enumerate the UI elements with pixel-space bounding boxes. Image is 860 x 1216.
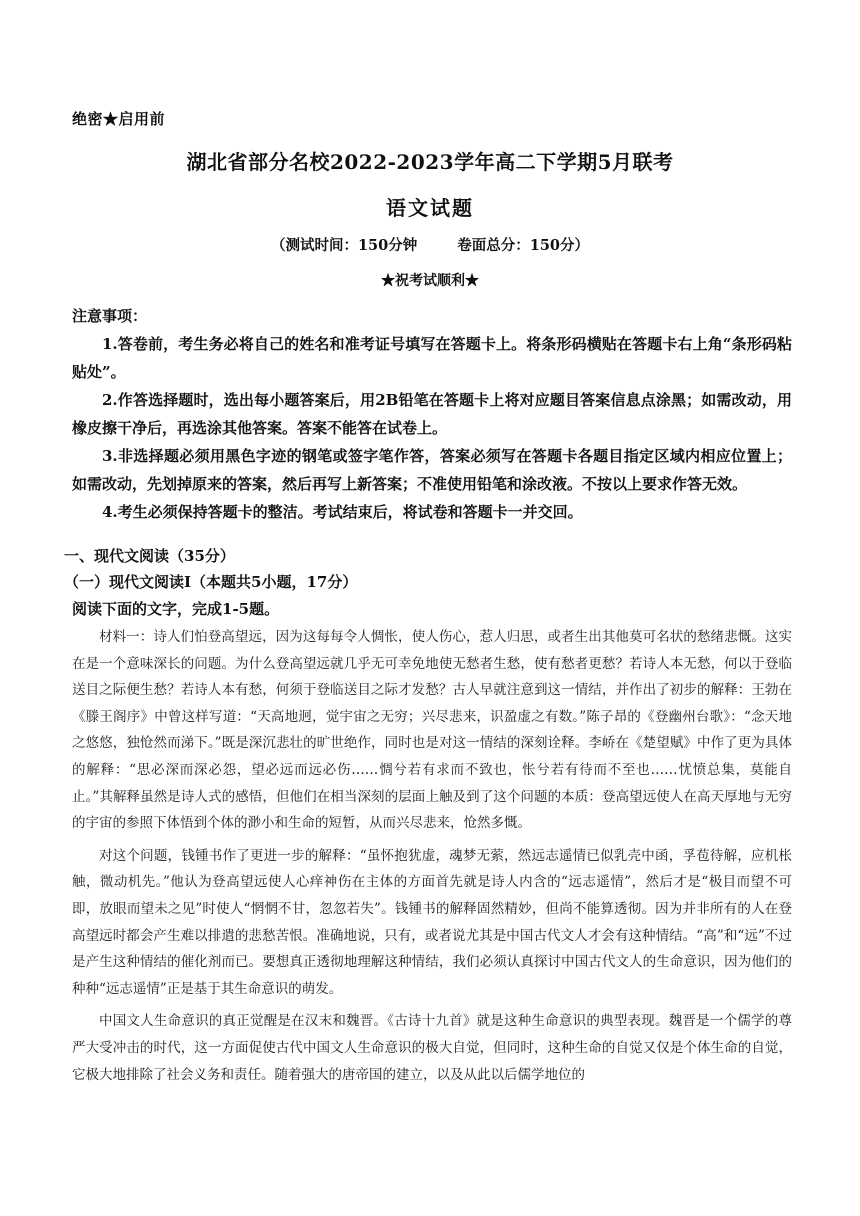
passage-paragraph: 对这个问题，钱锺书作了更进一步的解释：“虽怀抱犹虚，魂梦无萦，然远志遥情已似乳壳中函，孚苞待解，应机枨触，微动机先。”他认为登高望远使人心痒神伤在主体的方面首先就是诗人内含的“远志遥情”，然后才是“极目而望不可即，放眼而望未之见”时使人“惘惘不甘，忽忽若失”。钱锺书的解释固然精妙，但尚不能算透彻。因为并非所有的人在登高望远时都会产生难以排遣的悲愁苦恨。准确地说，只有，或者说尤其是中国古代文人才会有这种情结。“高”和“远”不过是产生这种情结的催化剂而已。要想真正透彻地理解这种情结，我们必须认真探讨中国古代文人的生命意识，因为他们的种种“远志遥情”正是基于其生命意识的萌发。: [72, 847, 792, 997]
exam-time: （测试时间：150分钟: [270, 237, 418, 254]
section-heading: 一、现代文阅读（35分）: [64, 547, 235, 565]
reading-instruction: 阅读下面的文字，完成1-5题。: [72, 600, 280, 618]
reading-passage: [72, 624, 792, 1094]
notice-item: 3.非选择题必须用黑色字迹的钢笔或签字笔作答，答案必须写在答题卡各题目指定区域内相应位置上；如需改动，先划掉原来的答案，然后再写上新答案；不准使用铅笔和涂改液。不按以上要求作答无效。: [72, 447, 792, 493]
notice-block: [72, 302, 792, 526]
exam-info: [0, 234, 860, 255]
exam-title: 湖北省部分名校2022-2023学年高二下学期5月联考: [186, 150, 674, 174]
passage-paragraph: 中国文人生命意识的真正觉醒是在汉末和魏晋。《古诗十九首》就是这种生命意识的典型表现。魏晋是一个儒学的尊严大受冲击的时代，这一方面促使古代中国文人生命意识的极大自觉，但同时，这种生命的自觉又仅是个体生命的自觉，它极大地排除了社会义务和责任。随着强大的唐帝国的建立，以及从此以后儒学地位的: [72, 1013, 792, 1083]
notice-item: 2.作答选择题时，选出每小题答案后，用2B铅笔在答题卡上将对应题目答案信息点涂黑；如需改动，用橡皮擦干净后，再选涂其他答案。答案不能答在试卷上。: [72, 391, 792, 437]
passage-paragraph: 材料一：诗人们怕登高望远，因为这每每令人惆怅，使人伤心，惹人归思，或者生出其他莫可名状的愁绪悲慨。这实在是一个意味深长的问题。为什么登高望远就几乎无可幸免地使无愁者生愁，使有愁者更愁？若诗人本无愁，何以于登临送目之际便生愁？若诗人本有愁，何须于登临送目之际才发愁？古人早就注意到这一情结，并作出了初步的解释：王勃在《滕王阁序》中曾这样写道：“天高地迥，觉宇宙之无穷；兴尽悲来，识盈虚之有数。”陈子昂的《登幽州台歌》：“念天地之悠悠，独怆然而涕下。”既是深沉悲壮的旷世绝作，同时也是对这一情结的深刻诠释。李峤在《楚望赋》中作了更为具体的解释：“思必深而深必怨，望必远而远必伤……惆兮若有求而不致也，怅兮若有待而不至也……忧愤总集，莫能自止。”其解释虽然是诗人式的感悟，但他们在相当深刻的层面上触及到了这个问题的本质：登高望远使人在高天厚地与无穷的宇宙的参照下体悟到个体的渺小和生命的短暂，从而兴尽悲来，怆然多慨。: [72, 629, 792, 832]
notice-item: 4.考生必须保持答题卡的整洁。考试结束后，将试卷和答题卡一并交回。: [102, 503, 583, 521]
subsection-heading: （一）现代文阅读Ⅰ（本题共5小题，17分）: [64, 573, 358, 591]
good-luck-line: ★祝考试顺利★: [381, 273, 479, 289]
secret-mark: 绝密★启用前: [72, 110, 166, 128]
notice-item: 1.答卷前，考生务必将自己的姓名和准考证号填写在答题卡上。将条形码横贴在答题卡右上角“条形码粘贴处”。: [72, 335, 792, 381]
exam-score: 卷面总分：150分）: [457, 237, 590, 254]
notice-heading: 注意事项：: [72, 307, 148, 325]
subject-title: 语文试题: [386, 196, 474, 220]
